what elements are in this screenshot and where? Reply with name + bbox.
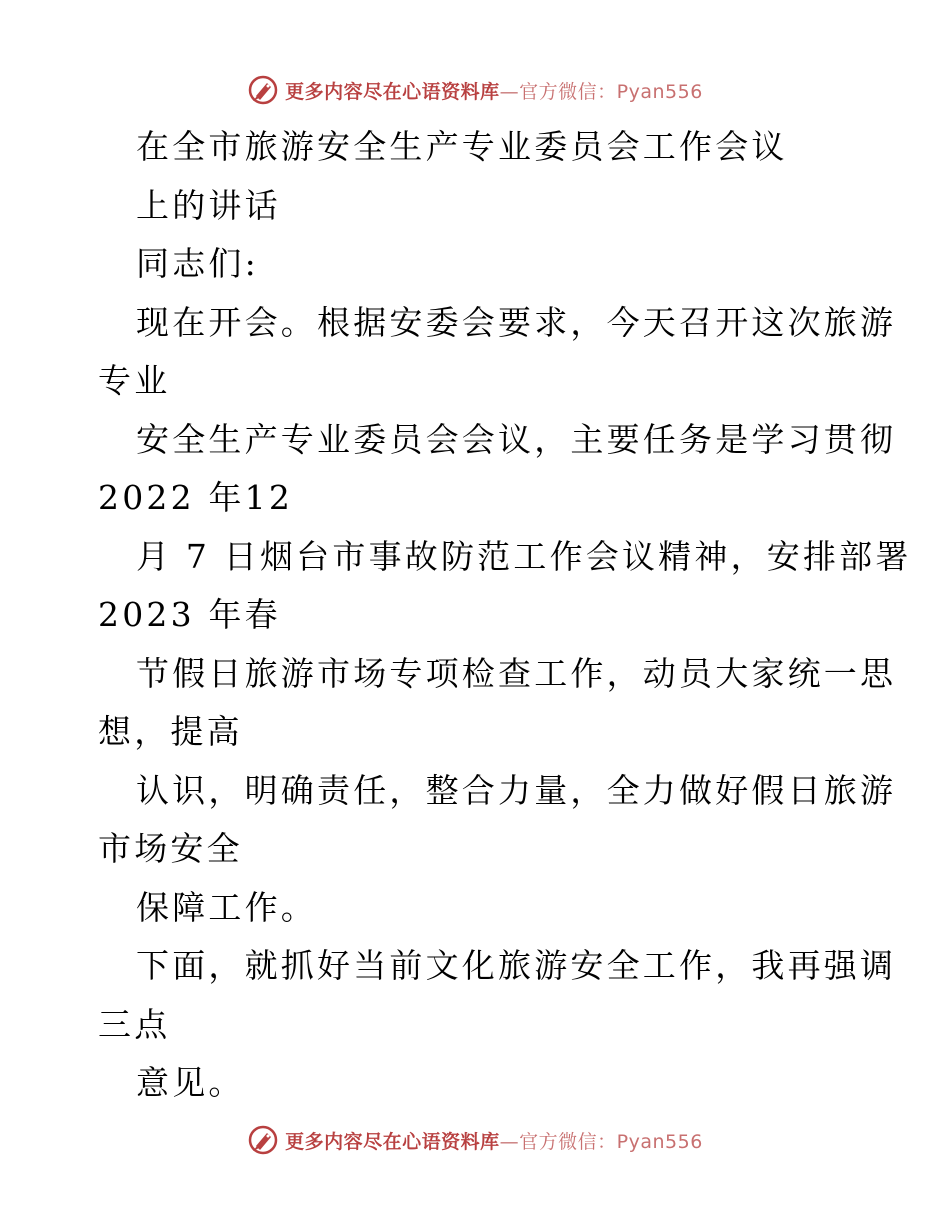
title-line-2: 上的讲话 bbox=[136, 185, 281, 225]
paragraph-line: 月 7 日烟台市事故防范工作会议精神，安排部署 bbox=[136, 536, 912, 576]
watermark-contact: 官方微信：Pyan556 bbox=[519, 1130, 703, 1153]
paragraph-line: 三点 bbox=[98, 1004, 171, 1044]
watermark-brand: 更多内容尽在心语资料库 bbox=[285, 1130, 500, 1153]
watermark-brand: 更多内容尽在心语资料库 bbox=[285, 80, 500, 103]
footer-watermark bbox=[0, 1120, 950, 1160]
title-line-1: 在全市旅游安全生产专业委员会工作会议 bbox=[136, 127, 788, 166]
paragraph-line: 2023 年春 bbox=[98, 595, 281, 634]
paragraph-line: 保障工作。 bbox=[136, 887, 317, 927]
paragraph-line: 认识，明确责任，整合力量，全力做好假日旅游 bbox=[136, 770, 897, 810]
paragraph-line: 想，提高 bbox=[98, 712, 243, 751]
salutation: 同志们: bbox=[136, 244, 259, 283]
paragraph-line: 专业 bbox=[98, 361, 171, 400]
paragraph-line: 下面，就抓好当前文化旅游安全工作，我再强调 bbox=[136, 946, 897, 985]
pen-nib-logo-icon bbox=[247, 1124, 279, 1156]
paragraph-line: 2022 年12 bbox=[98, 478, 294, 517]
paragraph-line: 意见。 bbox=[136, 1063, 245, 1102]
paragraph-line: 现在开会。根据安委会要求，今天召开这次旅游 bbox=[136, 302, 897, 342]
pen-nib-logo-icon bbox=[247, 74, 279, 106]
header-watermark bbox=[0, 70, 950, 110]
paragraph-line: 节假日旅游市场专项检查工作，动员大家统一思 bbox=[136, 653, 897, 693]
document-body bbox=[98, 118, 912, 1113]
watermark-separator: — bbox=[499, 80, 520, 103]
watermark-text bbox=[285, 1127, 703, 1154]
watermark-separator: — bbox=[499, 1130, 520, 1153]
paragraph-line: 市场安全 bbox=[98, 829, 243, 868]
watermark-contact: 官方微信：Pyan556 bbox=[519, 80, 703, 103]
paragraph-line: 安全生产专业委员会会议，主要任务是学习贯彻 bbox=[136, 419, 897, 459]
watermark-text bbox=[285, 77, 703, 104]
